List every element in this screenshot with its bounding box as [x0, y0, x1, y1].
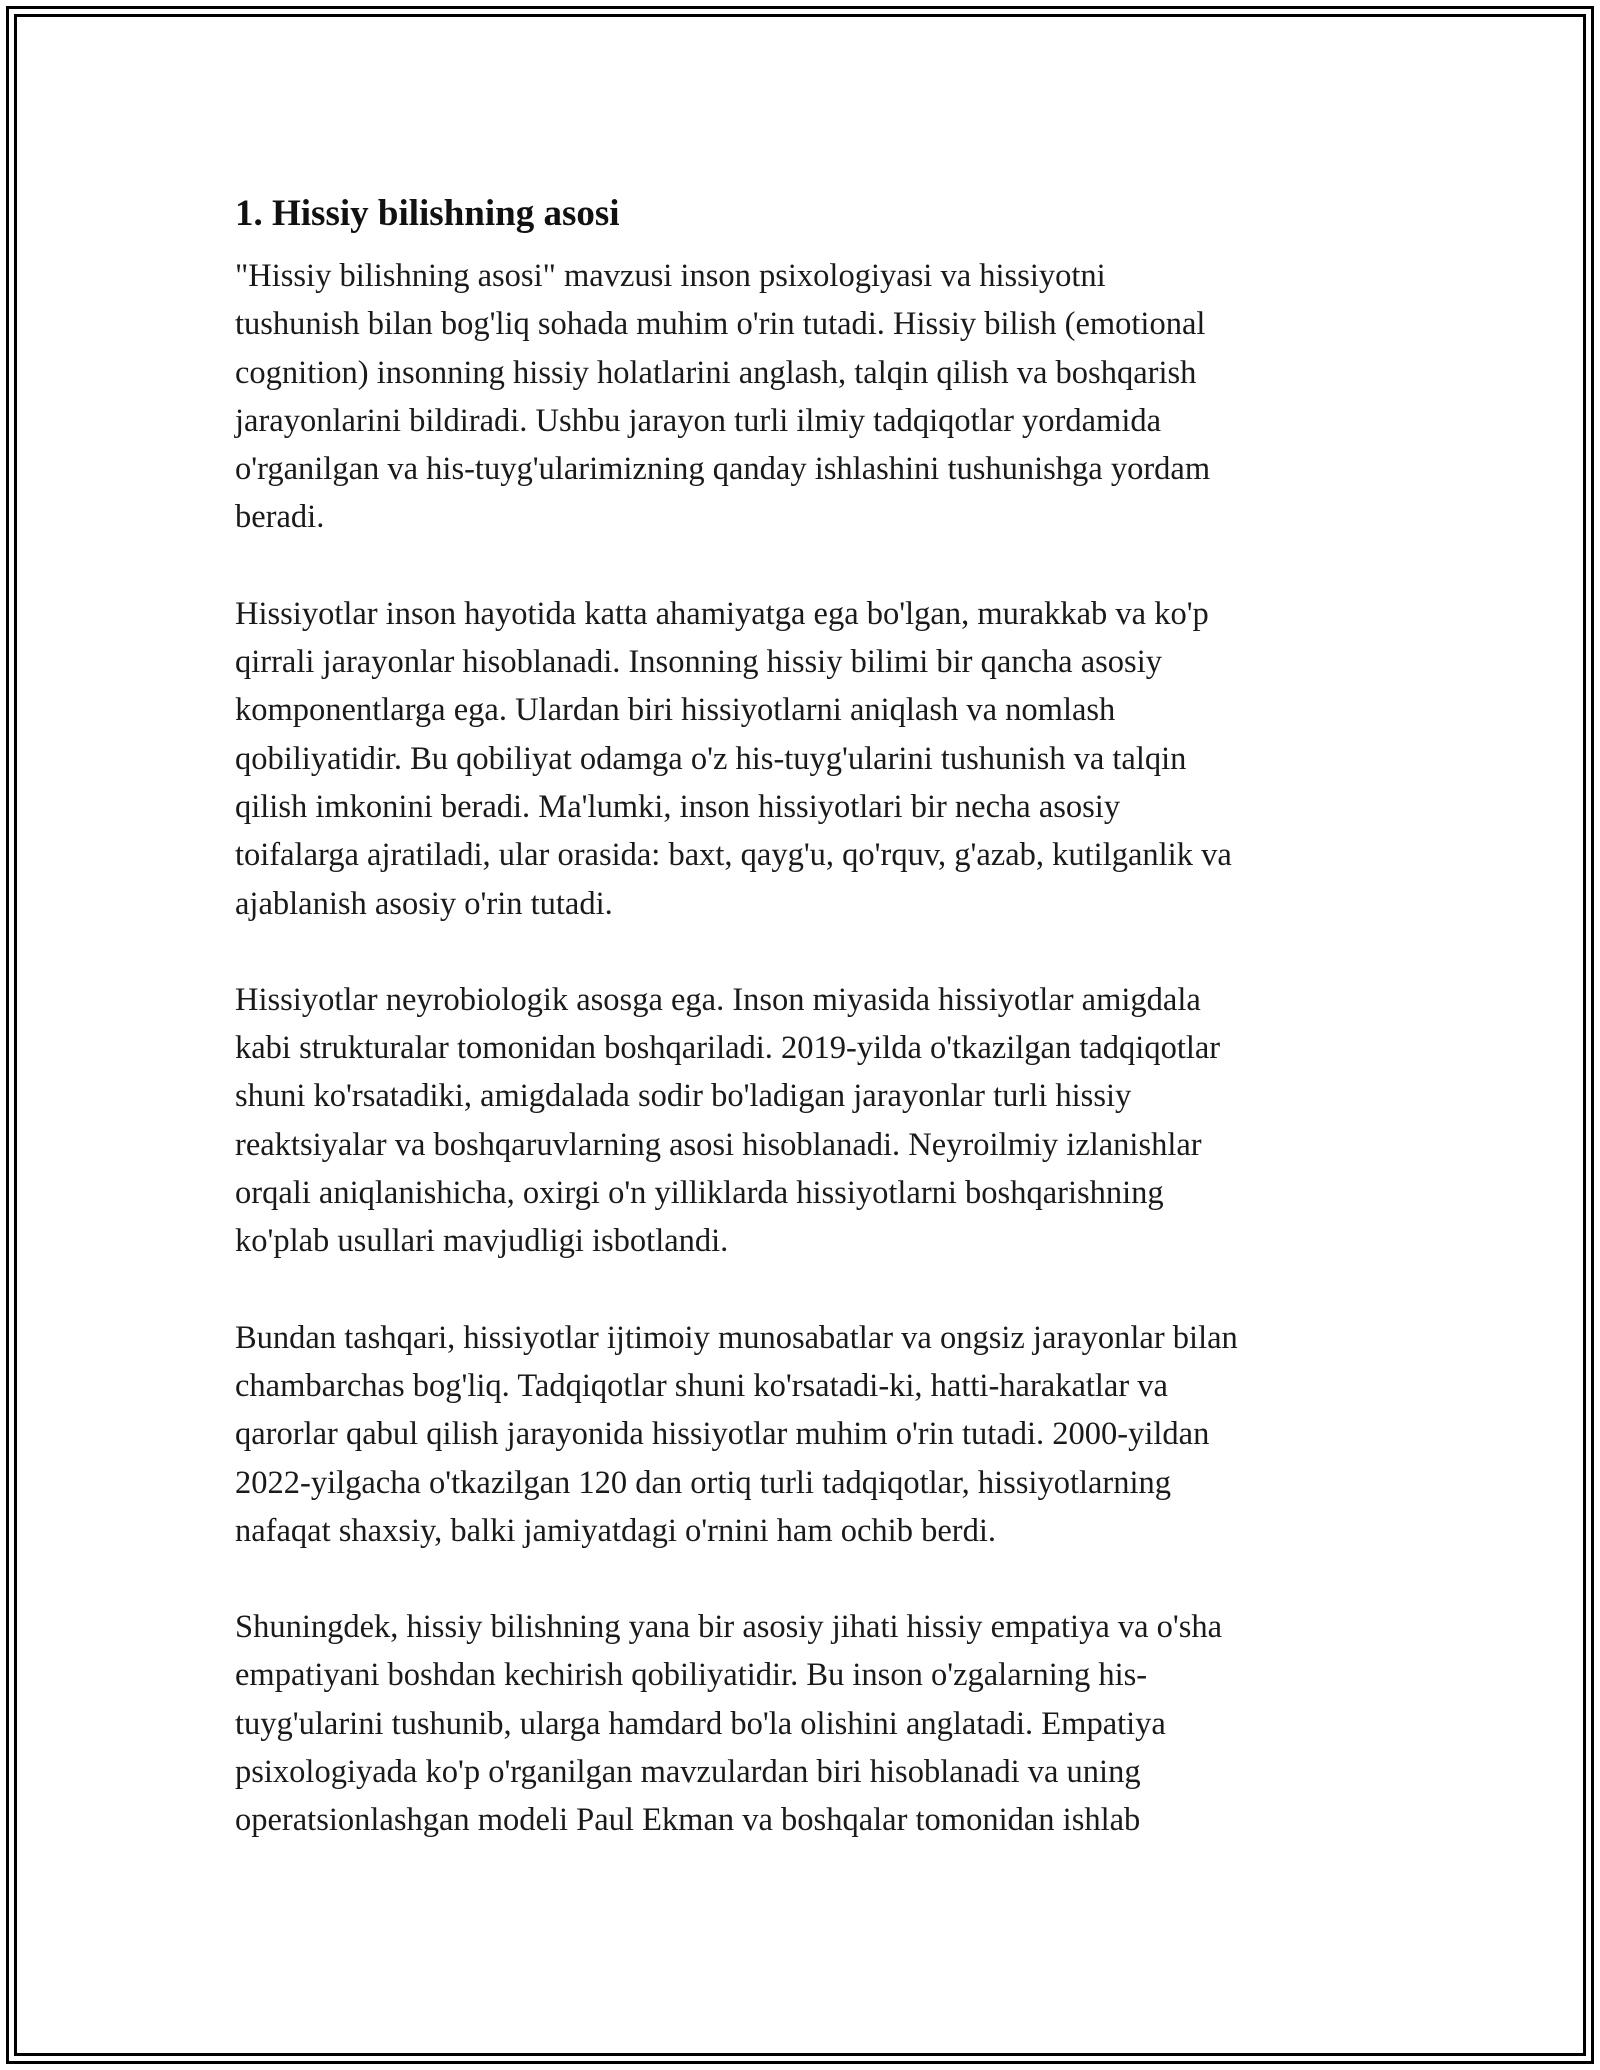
text-line: qarorlar qabul qilish jarayonida hissiyotlar muhim o'rin tutadi. 2000-yildan [235, 1416, 1210, 1453]
text-line: Shuningdek, hissiy bilishning yana bir asosiy jihati hissiy empatiya va o'sha [235, 1609, 1223, 1646]
paragraph-5 [235, 1603, 1385, 1844]
text-line: operatsionlashgan modeli Paul Ekman va boshqalar tomonidan ishlab [235, 1802, 1141, 1839]
text-line: toifalarga ajratiladi, ular orasida: baxt, qayg'u, qo'rquv, g'azab, kutilganlik va [235, 837, 1232, 874]
text-line: qirrali jarayonlar hisoblanadi. Insonning hissiy bilimi bir qancha asosiy [235, 644, 1162, 681]
text-line: jarayonlarini bildiradi. Ushbu jarayon turli ilmiy tadqiqotlar yordamida [235, 402, 1162, 439]
text-line: Hissiyotlar inson hayotida katta ahamiyatga ega bo'lgan, murakkab va ko'p [235, 595, 1209, 632]
text-line: empatiyani boshdan kechirish qobiliyatidir. Bu inson o'zgalarning his- [235, 1657, 1148, 1694]
text-line: "Hissiy bilishning asosi" mavzusi inson psixologiyasi va hissiyotni [235, 258, 1106, 294]
paragraph-1 [235, 252, 1385, 542]
text-line: kabi strukturalar tomonidan boshqariladi. 2019-yilda o'tkazilgan tadqiqotlar [235, 1030, 1221, 1067]
text-line: qobiliyatidir. Bu qobiliyat odamga o'z his-tuyg'ularini tushunish va talqin [235, 740, 1187, 777]
text-line: ko'plab usullari mavjudligi isbotlandi. [235, 1223, 729, 1260]
text-line: cognition) insonning hissiy holatlarini anglash, talqin qilish va boshqarish [235, 354, 1197, 391]
text-line: nafaqat shaxsiy, balki jamiyatdagi o'rnini ham ochib berdi. [235, 1512, 996, 1549]
text-line: reaktsiyalar va boshqaruvlarning asosi hisoblanadi. Neyroilmiy izlanishlar [235, 1126, 1202, 1163]
text-line: qilish imkonini beradi. Ma'lumki, inson hissiyotlari bir necha asosiy [235, 788, 1121, 825]
text-line: Bundan tashqari, hissiyotlar ijtimoiy munosabatlar va ongsiz jarayonlar bilan [235, 1319, 1238, 1356]
text-line: komponentlarga ega. Ulardan biri hissiyotlarni aniqlash va nomlash [235, 692, 1116, 729]
paragraph-2 [235, 590, 1385, 928]
text-line: shuni ko'rsatadiki, amigdalada sodir bo'ladigan jarayonlar turli hissiy [235, 1078, 1132, 1115]
text-line: psixologiyada ko'p o'rganilgan mavzulardan biri hisoblanadi va uning [235, 1754, 1141, 1791]
document-body [235, 186, 1385, 1893]
text-line: tushunish bilan bog'liq sohada muhim o'rin tutadi. Hissiy bilish (emotional [235, 306, 1206, 343]
paragraph-4 [235, 1314, 1385, 1555]
text-line: chambarchas bog'liq. Tadqiqotlar shuni ko'rsatadi-ki, hatti-harakatlar va [235, 1367, 1168, 1404]
section-heading: 1. Hissiy bilishning asosi [235, 193, 620, 234]
paragraph-3 [235, 976, 1385, 1266]
text-line: 2022-yilgacha o'tkazilgan 120 dan ortiq turli tadqiqotlar, hissiyotlarning [235, 1464, 1172, 1501]
text-line: beradi. [235, 499, 325, 536]
text-line: orqali aniqlanishicha, oxirgi o'n yilliklarda hissiyotlarni boshqarishning [235, 1175, 1164, 1212]
text-line: Hissiyotlar neyrobiologik asosga ega. Inson miyasida hissiyotlar amigdala [235, 981, 1201, 1018]
text-line: o'rganilgan va his-tuyg'ularimizning qanday ishlashini tushunishga yordam [235, 451, 1211, 488]
text-line: ajablanish asosiy o'rin tutadi. [235, 885, 613, 922]
text-line: tuyg'ularini tushunib, ularga hamdard bo'la olishini anglatadi. Empatiya [235, 1705, 1166, 1742]
